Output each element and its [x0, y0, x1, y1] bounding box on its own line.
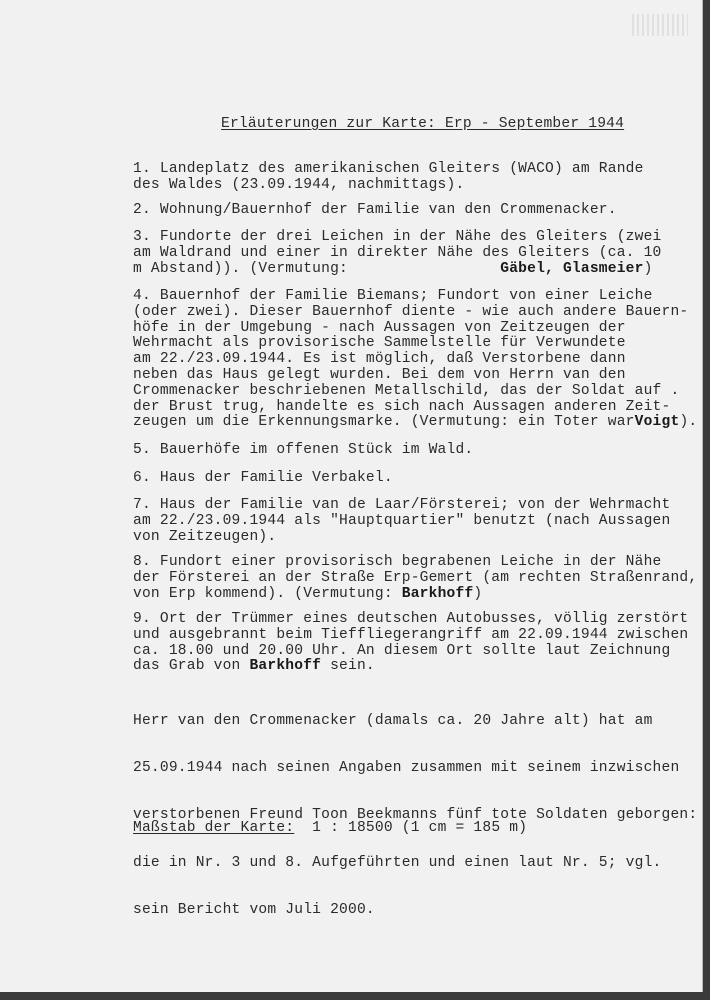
item-line: am Waldrand und einer in direkter Nähe des Gleiters (ca. 10 — [133, 244, 662, 261]
legend-item-6 — [133, 471, 393, 487]
item-line: von Zeitzeugen). — [133, 528, 277, 545]
item-line: 5. Bauerhöfe im offenen Stück im Wald. — [133, 442, 474, 458]
legend-item-2 — [133, 203, 617, 219]
suspected-name: Barkhoff — [401, 585, 474, 602]
suspected-name: Barkhoff — [249, 658, 322, 675]
item-line — [133, 659, 688, 675]
item-line — [133, 415, 697, 431]
item-line: 8. Fundort einer provisorisch begrabenen Leiche in der Nähe — [133, 554, 662, 570]
item-line: höfe in der Umgebung - nach Aussagen von Zeitzeugen der — [133, 319, 626, 336]
item-line-text: von Erp kommend). (Vermutung: — [133, 585, 402, 602]
item-line: 7. Haus der Familie van de Laar/Försterei; von der Wehrmacht — [133, 497, 671, 513]
legend-item-1 — [133, 162, 644, 194]
item-line-text: ) — [643, 260, 653, 277]
scan-artifact — [632, 14, 688, 36]
item-line-text: sein. — [321, 658, 375, 675]
paragraph-line: sein Bericht vom Juli 2000. — [133, 902, 375, 919]
item-line: der Brust trug, handelte es sich nach Aussagen anderen Zeit- — [133, 398, 671, 415]
legend-item-8 — [133, 555, 697, 602]
item-line: der Försterei an der Straße Erp-Gemert (am rechten Straßenrand, — [133, 569, 698, 586]
paragraph-line: die in Nr. 3 und 8. Aufgeführten und einen laut Nr. 5; vgl. — [133, 854, 662, 871]
item-line-text: ). — [679, 414, 698, 431]
item-line: 4. Bauernhof der Familie Biemans; Fundort von einer Leiche — [133, 288, 653, 304]
item-line — [133, 587, 697, 603]
item-line: am 22./23.09.1944. Es ist möglich, daß Verstorbene dann — [133, 351, 626, 368]
item-line: 1. Landeplatz des amerikanischen Gleiters (WACO) am Rande — [133, 161, 644, 177]
scale-label: Maßstab der Karte: — [133, 820, 295, 836]
suspected-name: Gäbel, Glasmeier — [500, 260, 644, 277]
item-line: 2. Wohnung/Bauernhof der Familie van den Crommenacker. — [133, 202, 617, 218]
item-line: 3. Fundorte der drei Leichen in der Nähe des Gleiters (zwei — [133, 229, 662, 245]
map-scale — [133, 821, 527, 837]
item-line-text: das Grab von — [133, 658, 250, 675]
paragraph-line: verstorbenen Freund Toon Beekmanns fünf tote Soldaten geborgen: — [133, 807, 698, 824]
suspected-name: Voigt — [634, 414, 680, 431]
item-line: ca. 18.00 und 20.00 Uhr. An diesem Ort sollte laut Zeichnung — [133, 642, 671, 659]
item-line-text: zeugen um die Erkennungsmarke. (Vermutung: ein Toter war — [133, 414, 635, 431]
item-line: (oder zwei). Dieser Bauernhof diente - wie auch andere Bauern- — [133, 303, 689, 320]
item-line: neben das Haus gelegt wurden. Bei dem von Herrn van den — [133, 366, 626, 383]
legend-item-9 — [133, 612, 688, 675]
item-line-text: m Abstand)). (Vermutung: — [133, 260, 501, 277]
legend-item-4 — [133, 289, 697, 431]
item-line: 6. Haus der Familie Verbakel. — [133, 470, 393, 486]
item-line — [133, 262, 662, 278]
item-line: Wehrmacht als provisorische Sammelstelle für Verwundete — [133, 335, 626, 352]
item-line: 9. Ort der Trümmer eines deutschen Autobusses, völlig zerstört — [133, 611, 689, 627]
item-line: und ausgebrannt beim Tieffliegerangriff am 22.09.1944 zwischen — [133, 626, 689, 643]
legend-item-5 — [133, 443, 473, 459]
item-line: des Waldes (23.09.1944, nachmittags). — [133, 176, 465, 193]
summary-paragraph — [133, 682, 697, 951]
scale-value: 1 : 18500 (1 cm = 185 m) — [294, 820, 528, 836]
legend-item-7 — [133, 498, 670, 545]
item-line: Crommenacker beschriebenen Metallschild, das der Soldat auf . — [133, 382, 680, 399]
paragraph-line: Herr van den Crommenacker (damals ca. 20 Jahre alt) hat am — [133, 712, 653, 729]
item-line: am 22./23.09.1944 als "Hauptquartier" benutzt (nach Aussagen — [133, 512, 671, 529]
item-line-text: ) — [473, 585, 483, 602]
document-title: Erläuterungen zur Karte: Erp - September 1944 — [221, 116, 625, 132]
legend-item-3 — [133, 230, 662, 277]
paragraph-line: 25.09.1944 nach seinen Angaben zusammen mit seinem inzwischen — [133, 759, 680, 776]
